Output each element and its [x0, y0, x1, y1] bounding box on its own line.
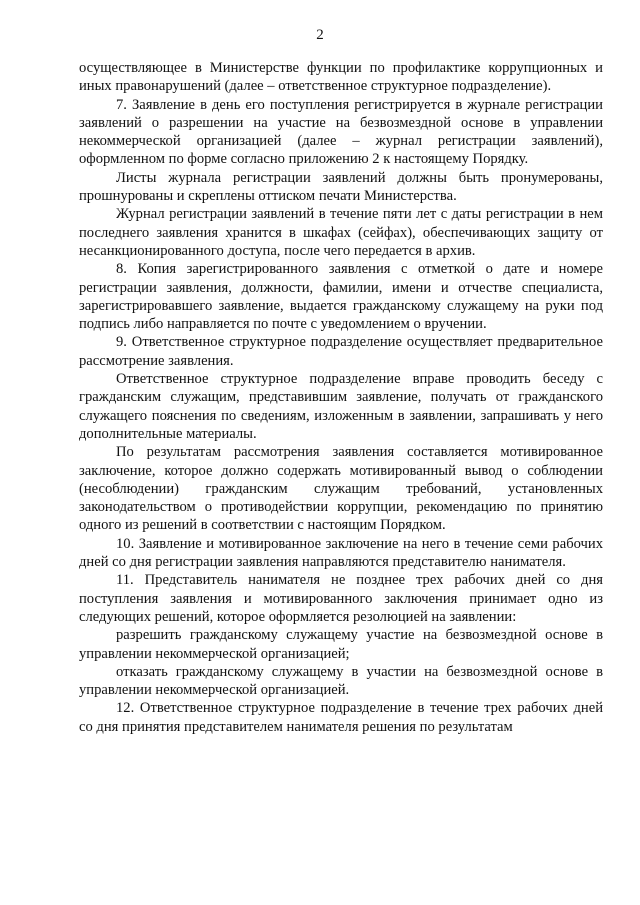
paragraph: Журнал регистрации заявлений в течение пяти лет с даты регистрации в нем последнего заявления хранится в шкафах (сейфах), обеспечивающих защиту от несанкционированного доступа, после чего передается в архив. — [79, 206, 603, 259]
paragraph: отказать гражданскому служащему в участии на безвозмездной основе в управлении некоммерческой организацией. — [79, 663, 603, 699]
paragraph: разрешить гражданскому служащему участие на безвозмездной основе в управлении некоммерческой организацией; — [79, 627, 603, 662]
paragraph: 11. Представитель нанимателя не позднее трех рабочих дней со дня поступления заявления и мотивированного заключения принимает одно из следующих решений, которое оформляется резолюцией на заявлении: — [79, 572, 603, 625]
paragraph: осуществляющее в Министерстве функции по профилактике коррупционных и иных правонарушений (далее – ответственное структурное подразделение). — [79, 60, 603, 95]
paragraph: Ответственное структурное подразделение вправе проводить беседу с гражданским служащим, представившим заявление, получать от гражданского служащего пояснения по сведениям, изложенным в заявлении, запрашивать у него дополнительные материалы. — [79, 371, 603, 442]
paragraph: 8. Копия зарегистрированного заявления с отметкой о дате и номере регистрации заявления, должности, фамилии, имени и отчестве специалиста, зарегистрировавшего заявление, выдается гражданскому служащему на руки под подпись либо направляется по почте с уведомлением о вручении. — [79, 261, 603, 333]
paragraph: 12. Ответственное структурное подразделение в течение трех рабочих дней со дня принятия представителем нанимателя решения по результатам — [79, 700, 603, 735]
paragraph: 7. Заявление в день его поступления регистрируется в журнале регистрации заявлений о разрешении на участие на безвозмездной основе в управлении некоммерческой организацией (далее – журнал регистрации заявлений), оформленном по форме согласно приложению 2 к настоящему Порядку. — [79, 96, 603, 168]
paragraph: 9. Ответственное структурное подразделение осуществляет предварительное рассмотрение заявления. — [79, 334, 603, 369]
page-number: 2 — [316, 27, 324, 43]
paragraph: Листы журнала регистрации заявлений должны быть пронумерованы, прошнурованы и скреплены оттиском печати Министерства. — [79, 169, 603, 205]
document-body — [79, 59, 603, 736]
paragraph: 10. Заявление и мотивированное заключение на него в течение семи рабочих дней со дня регистрации заявления направляются представителю нанимателя. — [79, 535, 603, 571]
paragraph: По результатам рассмотрения заявления составляется мотивированное заключение, которое должно содержать мотивированный вывод о соблюдении (несоблюдении) гражданским служащим требований, установленных законодательством о противодействии коррупции, рекомендацию по принятию одного из решений в соответствии с настоящим Порядком. — [79, 444, 603, 534]
